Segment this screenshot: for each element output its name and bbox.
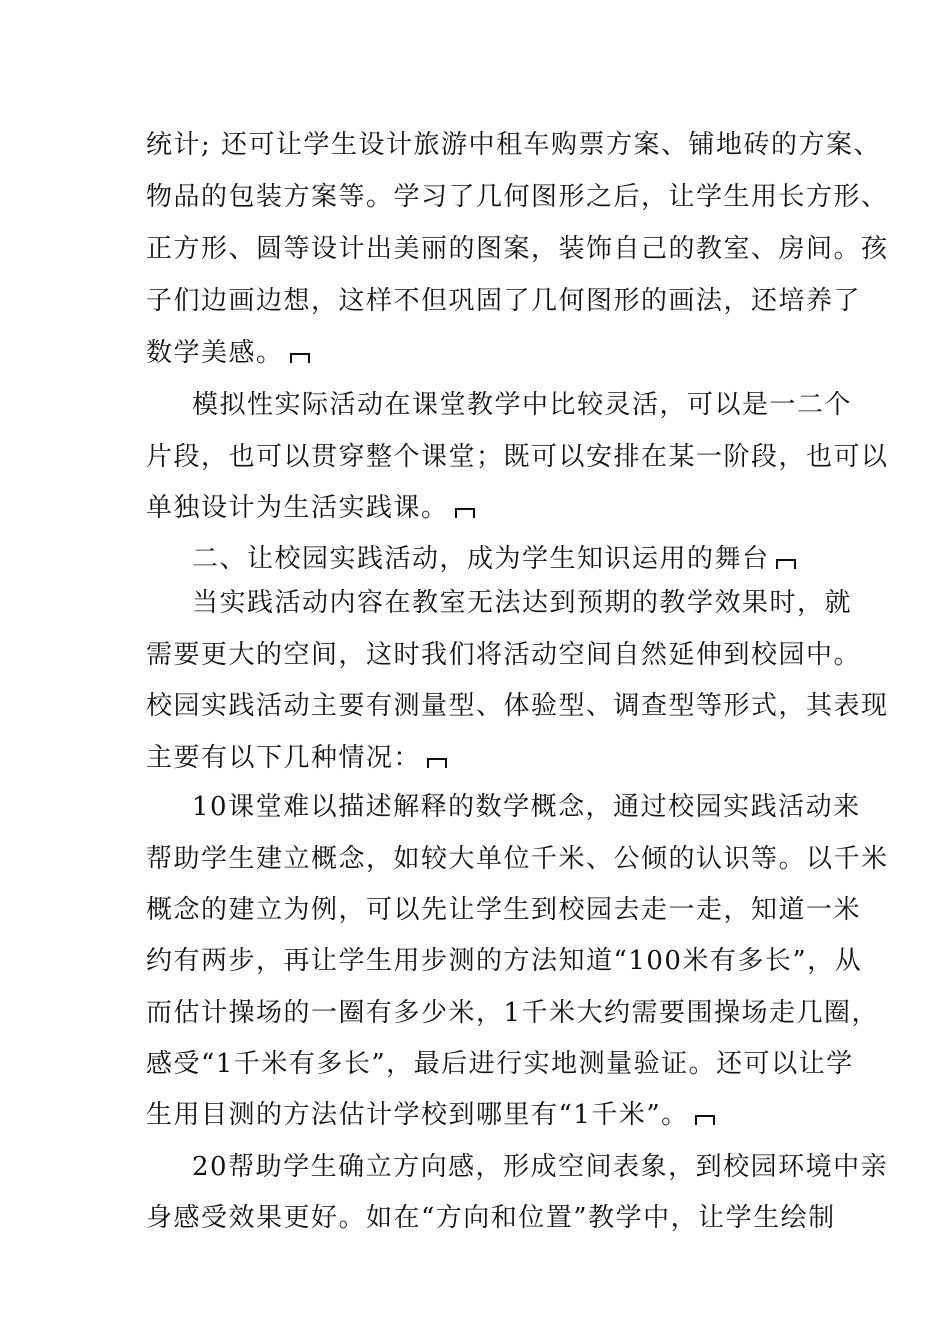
line-text: 模拟性实际活动在课堂教学中比较灵活，可以是一二个 (192, 390, 853, 420)
paragraph-mark-icon (776, 559, 796, 569)
line-text: 而估计操场的一圈有多少米，1千米大约需要围操场走几圈， (146, 998, 880, 1028)
text-line-7 (146, 438, 889, 476)
text-line-10 (192, 584, 853, 622)
text-line-11 (146, 636, 862, 674)
text-line-3 (146, 230, 889, 268)
text-line-21 (192, 1148, 889, 1186)
line-text: 身感受效果更好。如在“方向和位置”教学中，让学生绘制 (146, 1203, 836, 1233)
line-text: 帮助学生建立概念，如较大单位千米、公倾的认识等。以千米 (146, 844, 889, 874)
line-text: 生用目测的方法估计学校到哪里有“1千米”。 (146, 1100, 689, 1130)
text-line-20 (146, 1096, 806, 1134)
line-text: 数学美感。 (146, 338, 284, 368)
line-text: 主要有以下几种情况： (146, 743, 422, 773)
text-line-15 (146, 840, 889, 878)
line-text: 20帮助学生确立方向感，形成空间表象，到校园环境中亲 (192, 1152, 889, 1182)
line-text: 校园实践活动主要有测量型、体验型、调查型等形式，其表现 (146, 691, 889, 721)
text-line-1 (146, 126, 882, 164)
paragraph-mark-icon (427, 758, 447, 768)
text-line-17 (146, 942, 863, 980)
heading-text: 二、让校园实践活动，成为学生知识运用的舞台 (192, 544, 770, 574)
paragraph-mark-icon (455, 508, 475, 518)
paragraph-mark-icon (290, 353, 310, 363)
line-text: 片段，也可以贯穿整个课堂；既可以安排在某一阶段，也可以 (146, 442, 889, 472)
text-line-19 (146, 1045, 854, 1083)
line-text: 当实践活动内容在教室无法达到预期的教学效果时，就 (192, 588, 853, 618)
line-text: 物品的包装方案等。学习了几何图形之后，让学生用长方形、 (146, 182, 889, 212)
text-line-2 (146, 178, 889, 216)
section-heading (192, 540, 806, 578)
text-line-4 (146, 282, 862, 320)
line-text: 正方形、圆等设计出美丽的图案，装饰自己的教室、房间。孩 (146, 234, 889, 264)
text-line-22 (146, 1199, 836, 1237)
line-text: 10课堂难以描述解释的数学概念，通过校园实践活动来 (192, 792, 861, 822)
text-line-6 (192, 386, 853, 424)
line-text: 需要更大的空间，这时我们将活动空间自然延伸到校园中。 (146, 640, 862, 670)
text-line-8 (146, 489, 806, 527)
text-line-18 (146, 994, 880, 1032)
line-text: 单独设计为生活实践课。 (146, 493, 449, 523)
text-line-12 (146, 687, 889, 725)
line-text: 约有两步，再让学生用步测的方法知道“100米有多长”，从 (146, 946, 863, 976)
text-line-14 (192, 788, 861, 826)
line-text: 子们边画边想，这样不但巩固了几何图形的画法，还培养了 (146, 286, 862, 316)
line-text: 统计; 还可让学生设计旅游中租车购票方案、铺地砖的方案、 (146, 130, 882, 160)
line-text: 概念的建立为例，可以先让学生到校园去走一走，知道一米 (146, 895, 862, 925)
text-line-16 (146, 891, 862, 929)
text-line-13 (146, 739, 806, 777)
line-text: 感受“1千米有多长”，最后进行实地测量验证。还可以让学 (146, 1049, 854, 1079)
text-line-5 (146, 334, 806, 372)
paragraph-mark-icon (695, 1115, 715, 1125)
